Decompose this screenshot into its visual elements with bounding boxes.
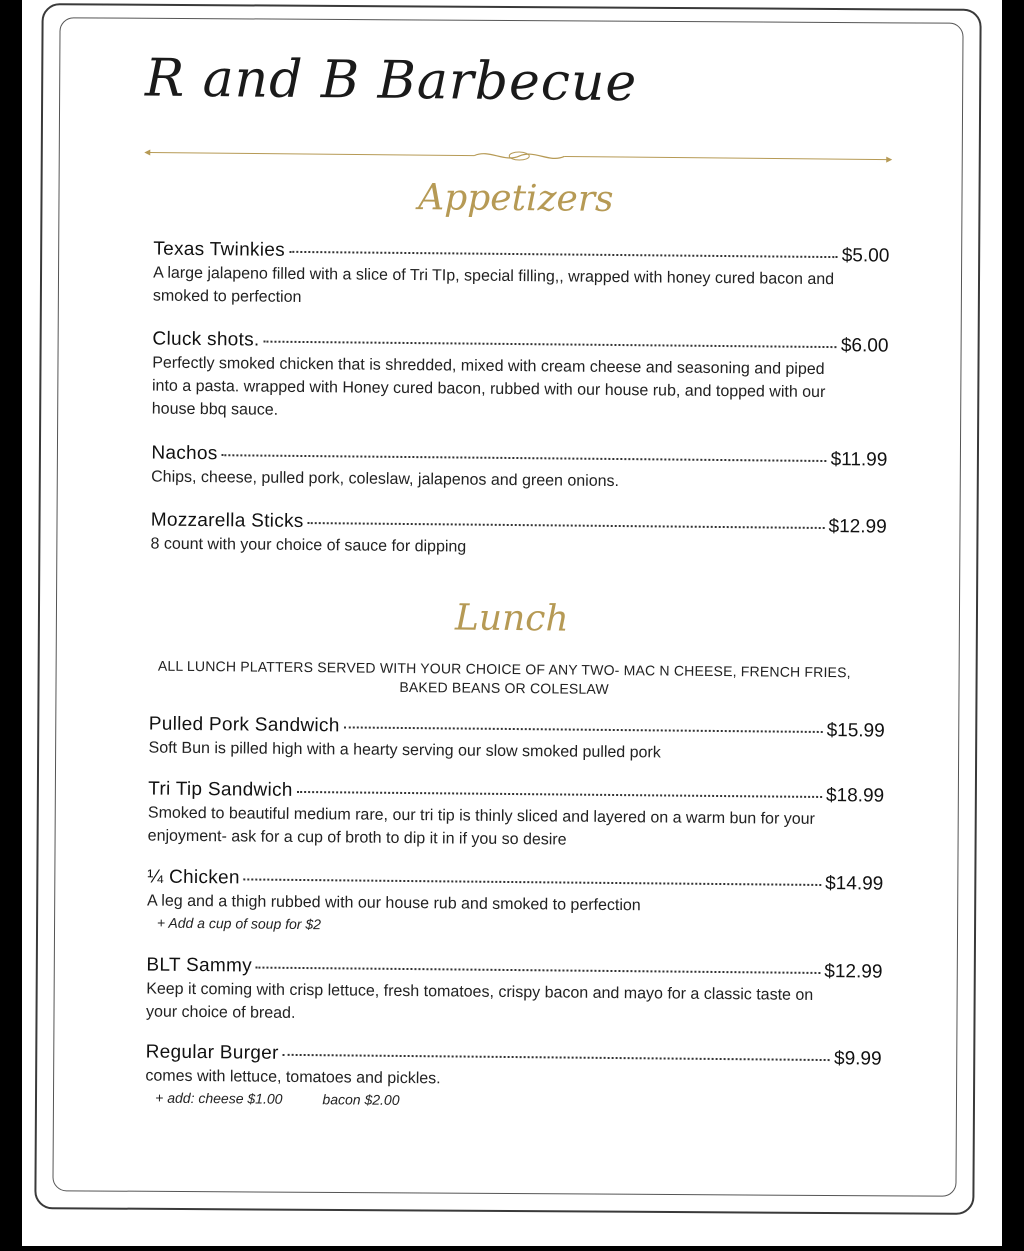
dot-leader	[297, 791, 822, 798]
dot-leader	[244, 878, 821, 886]
item-name: Texas Twinkies	[153, 238, 286, 261]
item-description: Perfectly smoked chicken that is shredded, mixed with cream cheese and seasoning and piped into a pasta. wrapped with Honey cured bacon, rubbed with our house rub, and topped with our house bbq sauce.	[151, 354, 826, 419]
appetizers-heading: Appetizers	[417, 177, 614, 220]
dot-leader	[308, 522, 825, 529]
item-price: $9.99	[833, 1048, 882, 1070]
item-description: Keep it coming with crisp lettuce, fresh tomatoes, crispy bacon and mayo for a classic taste on your choice of bread.	[145, 980, 814, 1022]
item-description: A leg and a thigh rubbed with our house rub and smoked to perfection	[147, 892, 641, 915]
item-name: ¼ Chicken	[147, 866, 240, 889]
dot-leader	[256, 967, 820, 974]
menu-item	[147, 867, 884, 938]
item-name: Regular Burger	[145, 1041, 279, 1064]
lunch-heading: Lunch	[454, 597, 569, 640]
item-price: $18.99	[825, 785, 885, 807]
menu-item	[148, 714, 884, 767]
restaurant-title: R and B Barbecue	[144, 48, 638, 114]
dot-leader	[264, 341, 837, 349]
menu-item	[146, 955, 883, 1031]
item-price: $12.99	[828, 516, 887, 538]
item-description: comes with lettuce, tomatoes and pickles.	[145, 1067, 441, 1088]
item-description: Smoked to beautiful medium rare, our tri tip is thinly sliced and layered on a warm bun for your enjoyment- ask for a cup of broth to dip it in if you so desire	[147, 804, 815, 849]
item-name: Tri Tip Sandwich	[148, 778, 293, 801]
item-price: $15.99	[826, 720, 885, 742]
dot-leader	[289, 251, 838, 258]
item-name: BLT Sammy	[146, 954, 253, 977]
lunch-sides-note: ALL LUNCH PLATTERS SERVED WITH YOUR CHOICE OF ANY TWO- MAC N CHEESE, FRENCH FRIES, BAKED BEANS OR COLESLAW	[157, 657, 851, 697]
dot-leader	[222, 454, 827, 462]
item-name: Nachos	[151, 442, 218, 465]
item-price: $14.99	[825, 873, 884, 895]
item-price: $5.00	[841, 245, 890, 267]
dot-leader	[344, 726, 823, 733]
item-price: $12.99	[824, 961, 883, 983]
item-description: Chips, cheese, pulled pork, coleslaw, jalapenos and green onions.	[151, 468, 620, 491]
menu-item	[152, 329, 889, 428]
item-name: Mozzarella Sticks	[150, 509, 304, 532]
addon-bacon: bacon $2.00	[322, 1091, 400, 1108]
item-description: 8 count with your choice of sauce for dipping	[150, 535, 467, 556]
dot-leader	[283, 1054, 830, 1061]
menu-item	[145, 1042, 882, 1113]
item-price: $6.00	[840, 335, 889, 357]
item-price: $11.99	[830, 449, 888, 471]
menu-item	[151, 443, 887, 496]
item-name: Cluck shots.	[152, 328, 260, 351]
addon-text: + Add a cup of soup for $2	[156, 914, 322, 933]
item-description: Soft Bun is pilled high with a hearty serving our slow smoked pulled pork	[148, 739, 661, 762]
addon-cheese: + add: cheese $1.00	[155, 1089, 283, 1107]
menu-item	[153, 239, 890, 315]
item-description: A large jalapeno filled with a slice of Tri TIp, special filling,, wrapped with honey cured bacon and smoked to perfection	[152, 264, 835, 306]
menu-item	[150, 510, 886, 563]
ornamental-divider	[144, 146, 892, 165]
menu-item	[148, 779, 885, 855]
item-name: Pulled Pork Sandwich	[148, 713, 340, 737]
